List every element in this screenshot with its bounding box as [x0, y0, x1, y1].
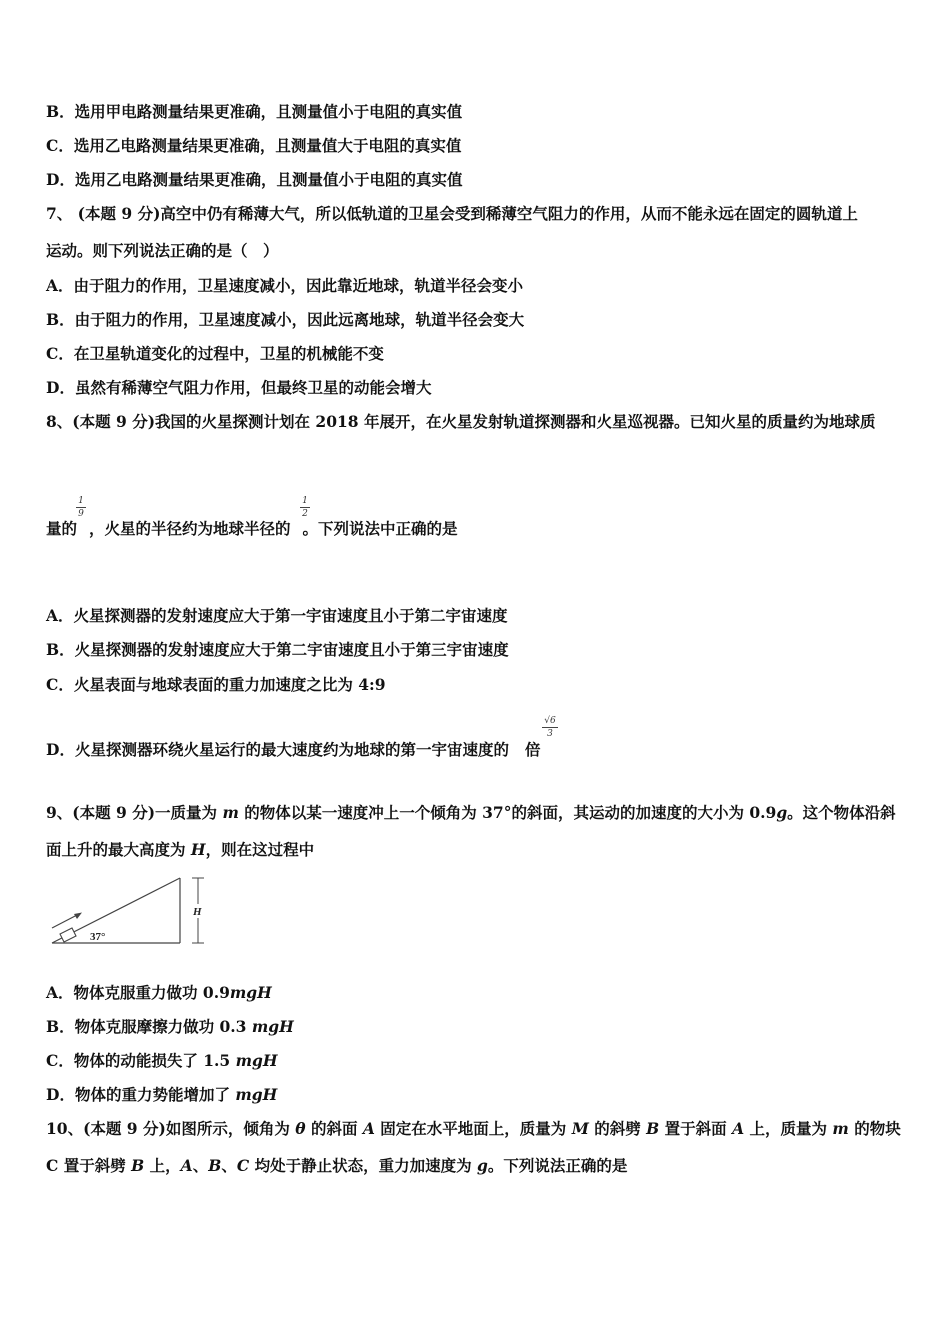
q10-part1: 10、(本题 9 分)如图所示，倾角为 [46, 1119, 296, 1138]
q9-option-b-var: mgH [251, 1017, 294, 1036]
q10-part2: 的斜面 [305, 1119, 363, 1138]
q8-stem-line2 [46, 519, 458, 539]
q8-stem-line1: 8、(本题 9 分)我国的火星探测计划在 2018 年展开，在火星发射轨道探测器和火星巡视器。已知火星的质量约为地球质 [46, 412, 876, 431]
q10-part7: 的物块 [848, 1119, 901, 1138]
q7-stem-line1: 7、 (本题 9 分)高空中仍有稀薄大气，所以低轨道的卫星会受到稀薄空气阻力的作用，从而不能永远在固定的圆轨道上 [46, 204, 858, 223]
q8-option-a: A．火星探测器的发射速度应大于第一宇宙速度且小于第二宇宙速度 [46, 606, 508, 625]
q8-stem-part3: 。下列说法中正确的是 [302, 519, 458, 538]
q10-stem-line2 [46, 1156, 627, 1176]
q10-var-bigm: M [571, 1119, 589, 1138]
height-label: H [193, 906, 202, 918]
q10-part8: C 置于斜劈 [46, 1156, 132, 1175]
velocity-arrow [52, 914, 79, 928]
velocity-arrowhead-icon [74, 913, 82, 920]
q10-part10: 、 [192, 1156, 209, 1175]
q9-option-b [46, 1017, 294, 1037]
q10-part13: 。下列说法正确的是 [487, 1156, 628, 1175]
q10-part9: 上， [144, 1156, 181, 1175]
q8-stem-part1: 量的 [46, 519, 78, 538]
q7-option-c: C．在卫星轨道变化的过程中，卫星的机械能不变 [46, 344, 384, 363]
q10-part3: 固定在水平地面上，质量为 [374, 1119, 572, 1138]
q8-option-b: B．火星探测器的发射速度应大于第二宇宙速度且小于第三宇宙速度 [46, 640, 509, 659]
q9-var-h: H [190, 840, 206, 859]
q10-part5: 置于斜面 [659, 1119, 733, 1138]
q9-option-c-var: mgH [235, 1051, 278, 1070]
q6-option-b: B．选用甲电路测量结果更准确，且测量值小于电阻的真实值 [46, 102, 463, 121]
q6-option-d: D．选用乙电路测量结果更准确，且测量值小于电阻的真实值 [46, 170, 463, 189]
q8-option-c: C．火星表面与地球表面的重力加速度之比为 4:9 [46, 675, 386, 694]
q9-option-c-text: C．物体的动能损失了 1.5 [46, 1051, 236, 1070]
q8-fraction-radius-num: 1 [302, 496, 308, 506]
q10-var-b2: B [131, 1156, 145, 1175]
q9-var-m: m [222, 803, 239, 822]
q8-fraction-speed [542, 716, 558, 739]
q9-stem-part4: 面上升的最大高度为 [46, 840, 191, 859]
q10-part11: 、 [221, 1156, 237, 1175]
q9-stem-part2: 的物体以某一速度冲上一个倾角为 37°的斜面，其运动的加速度的大小为 0.9 [238, 803, 777, 822]
q10-var-b3: B [208, 1156, 222, 1175]
q9-option-a-var: mgH [229, 983, 272, 1002]
q8-fraction-radius-den: 2 [302, 509, 308, 519]
q8-option-d-suffix: 倍 [524, 740, 541, 759]
q9-stem-part3: 。这个物体沿斜 [787, 803, 896, 822]
q7-option-b: B．由于阻力的作用，卫星速度减小，因此远离地球，轨道半径会变大 [46, 310, 525, 329]
q10-var-b1: B [646, 1119, 660, 1138]
q9-stem-part5: ，则在这过程中 [205, 840, 315, 859]
q9-option-c [46, 1051, 278, 1071]
q9-option-b-text: B．物体克服摩擦力做功 0.3 [46, 1017, 252, 1036]
q10-part6: 上，质量为 [744, 1119, 833, 1138]
q10-stem-line1 [46, 1119, 901, 1139]
q9-stem-part1: 9、(本题 9 分)一质量为 [46, 803, 223, 822]
q8-fraction-mass-den: 9 [78, 509, 84, 519]
q10-part4: 的斜劈 [588, 1119, 647, 1138]
q10-var-theta: θ [295, 1119, 306, 1138]
q10-var-c3: C [236, 1156, 250, 1175]
block [60, 928, 76, 942]
q8-stem-part2: ，火星的半径约为地球半径的 [89, 519, 291, 538]
q8-fraction-speed-den: 3 [547, 729, 553, 739]
q10-var-g: g [476, 1156, 488, 1175]
q8-option-d-text: D．火星探测器环绕火星运行的最大速度约为地球的第一宇宙速度的 [46, 740, 509, 759]
q9-stem-line2 [46, 840, 314, 860]
q9-option-d [46, 1085, 277, 1105]
q10-part12: 均处于静止状态，重力加速度为 [249, 1156, 477, 1175]
incline-diagram [46, 868, 216, 950]
q9-stem-line1 [46, 803, 896, 823]
q8-fraction-speed-num: √6 [544, 716, 556, 726]
q8-fraction-mass-num: 1 [78, 496, 84, 506]
q8-fraction-radius [300, 496, 310, 519]
q9-option-a-text: A．物体克服重力做功 0.9 [46, 983, 230, 1002]
q9-var-g: g [776, 803, 788, 822]
q9-option-a [46, 983, 272, 1003]
q6-option-c: C．选用乙电路测量结果更准确，且测量值大于电阻的真实值 [46, 136, 462, 155]
q7-option-a: A．由于阻力的作用，卫星速度减小，因此靠近地球，轨道半径会变小 [46, 276, 524, 295]
q8-fraction-mass [76, 496, 86, 519]
angle-label: 37° [90, 931, 106, 943]
q7-option-d: D．虽然有稀薄空气阻力作用，但最终卫星的动能会增大 [46, 378, 432, 397]
q9-option-d-var: mgH [235, 1085, 278, 1104]
q10-var-m: m [832, 1119, 849, 1138]
q10-var-a2: A [732, 1119, 745, 1138]
q9-option-d-text: D．物体的重力势能增加了 [46, 1085, 236, 1104]
q8-option-d [46, 740, 540, 760]
q10-var-a3: A [180, 1156, 193, 1175]
q10-var-a1: A [362, 1119, 375, 1138]
q7-stem-line2: 运动。则下列说法正确的是（ ） [46, 241, 279, 260]
